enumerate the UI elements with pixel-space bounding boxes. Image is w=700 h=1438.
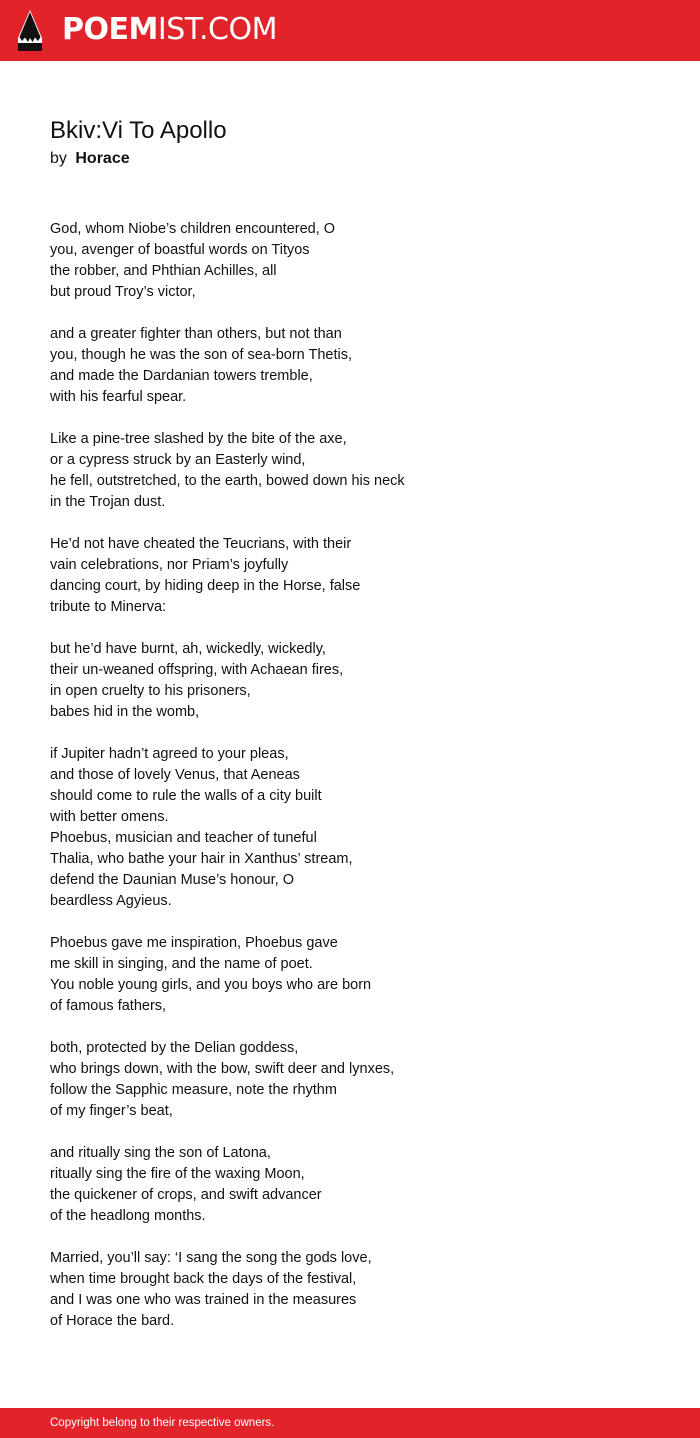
poem-stanza bbox=[50, 219, 670, 303]
poem-line: beardless Agyieus. bbox=[50, 893, 172, 909]
poem-line: Phoebus, musician and teacher of tuneful bbox=[50, 830, 317, 846]
poem-line: of Horace the bard. bbox=[50, 1313, 175, 1329]
poem-stanza bbox=[50, 429, 670, 513]
poem-line: their un-weaned offspring, with Achaean fires, bbox=[50, 662, 344, 678]
poem-line: but he’d have burnt, ah, wickedly, wickedly, bbox=[50, 641, 326, 657]
poem-line: dancing court, by hiding deep in the Horse, false bbox=[50, 578, 361, 594]
poem-line: the robber, and Phthian Achilles, all bbox=[50, 263, 277, 279]
poem-body bbox=[50, 219, 670, 1353]
poem-line: Phoebus gave me inspiration, Phoebus gave bbox=[50, 935, 338, 951]
poem-line: Married, you’ll say: ‘I sang the song the gods love, bbox=[50, 1250, 372, 1266]
poem-line: and ritually sing the son of Latona, bbox=[50, 1145, 271, 1161]
poem-line: of the headlong months. bbox=[50, 1208, 206, 1224]
logo-text-light: IST.COM bbox=[157, 12, 277, 47]
poem-line: who brings down, with the bow, swift deer and lynxes, bbox=[50, 1061, 395, 1077]
poem-line: and a greater fighter than others, but not than bbox=[50, 326, 342, 342]
poem-line: with better omens. bbox=[50, 809, 169, 825]
poem-title: Bkiv:Vi To Apollo bbox=[50, 117, 227, 144]
logo-text-bold: POEM bbox=[62, 12, 158, 47]
poem-stanza bbox=[50, 1143, 670, 1227]
poem-line: of my finger’s beat, bbox=[50, 1103, 173, 1119]
pencil-tip-icon[interactable] bbox=[18, 10, 42, 51]
poem-line: defend the Daunian Muse’s honour, O bbox=[50, 872, 294, 888]
poem-stanza bbox=[50, 744, 670, 912]
poem-line: should come to rule the walls of a city built bbox=[50, 788, 322, 804]
poem-line: me skill in singing, and the name of poet. bbox=[50, 956, 313, 972]
poem-line: follow the Sapphic measure, note the rhythm bbox=[50, 1082, 337, 1098]
poem-stanza bbox=[50, 1038, 670, 1122]
poem-line: tribute to Minerva: bbox=[50, 599, 167, 615]
poem-line: the quickener of crops, and swift advancer bbox=[50, 1187, 322, 1203]
by-label: by bbox=[50, 150, 67, 167]
poem-line: he fell, outstretched, to the earth, bowed down his neck bbox=[50, 473, 405, 489]
poem-line: in open cruelty to his prisoners, bbox=[50, 683, 251, 699]
site-footer bbox=[0, 1408, 700, 1438]
poem-stanza bbox=[50, 1248, 670, 1332]
poem-line: God, whom Niobe’s children encountered, O bbox=[50, 221, 336, 237]
poem-line: of famous fathers, bbox=[50, 998, 167, 1014]
site-header bbox=[0, 0, 700, 61]
poem-line: both, protected by the Delian goddess, bbox=[50, 1040, 299, 1056]
poem-line: ritually sing the fire of the waxing Moon, bbox=[50, 1166, 305, 1182]
poem-stanza bbox=[50, 933, 670, 1017]
poem-line: He’d not have cheated the Teucrians, with their bbox=[50, 536, 352, 552]
poem-line: and made the Dardanian towers tremble, bbox=[50, 368, 313, 384]
poem-line: when time brought back the days of the festival, bbox=[50, 1271, 357, 1287]
byline bbox=[50, 148, 130, 170]
author-name[interactable]: Horace bbox=[75, 150, 130, 167]
poem-line: and those of lovely Venus, that Aeneas bbox=[50, 767, 300, 783]
poem-line: with his fearful spear. bbox=[50, 389, 187, 405]
site-logo[interactable] bbox=[62, 12, 277, 48]
poem-stanza bbox=[50, 534, 670, 618]
poem-line: you, though he was the son of sea-born Thetis, bbox=[50, 347, 353, 363]
poem-line: You noble young girls, and you boys who are born bbox=[50, 977, 372, 993]
poem-line: you, avenger of boastful words on Tityos bbox=[50, 242, 310, 258]
poem-line: babes hid in the womb, bbox=[50, 704, 200, 720]
poem-line: Thalia, who bathe your hair in Xanthus’ stream, bbox=[50, 851, 353, 867]
poem-line: or a cypress struck by an Easterly wind, bbox=[50, 452, 306, 468]
poem-line: but proud Troy’s victor, bbox=[50, 284, 196, 300]
poem-line: if Jupiter hadn’t agreed to your pleas, bbox=[50, 746, 289, 762]
copyright-text: Copyright belong to their respective owners. bbox=[50, 1417, 275, 1429]
poem-stanza bbox=[50, 639, 670, 723]
poem-line: in the Trojan dust. bbox=[50, 494, 166, 510]
poem-line: and I was one who was trained in the measures bbox=[50, 1292, 357, 1308]
poem-line: vain celebrations, nor Priam’s joyfully bbox=[50, 557, 289, 573]
poem-line: Like a pine-tree slashed by the bite of the axe, bbox=[50, 431, 347, 447]
poem-stanza bbox=[50, 324, 670, 408]
